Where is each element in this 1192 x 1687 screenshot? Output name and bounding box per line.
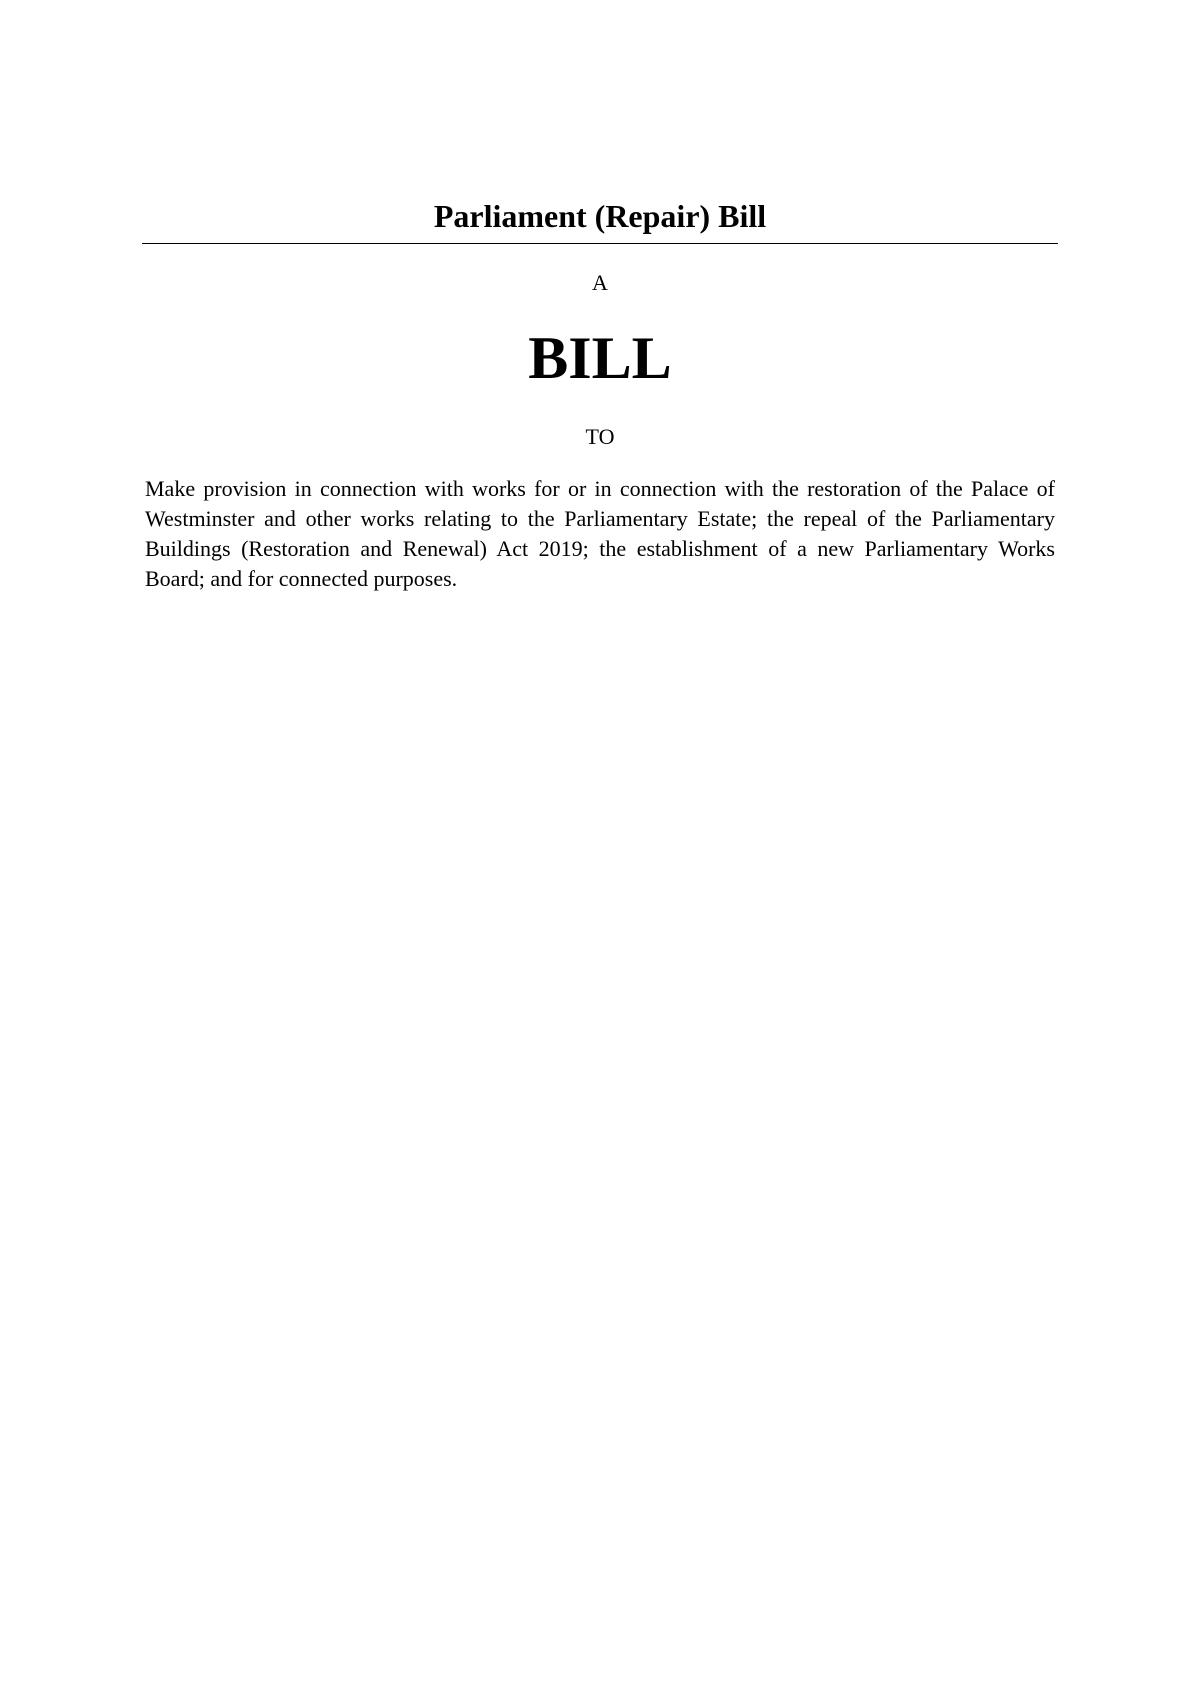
to-word: TO — [585, 424, 615, 449]
long-title: Make provision in connection with works for or in connection with the restoration of the Palace of Westminster and other works relating to the Parliamentary Estate; the repeal of the Parliamentary Buildings (Restoration and Renewal) Act 2019; the establishment of a new Parliamentary Works Board; and for connected purposes. — [145, 476, 1055, 591]
article-word: A — [592, 270, 608, 295]
bill-heading: BILL — [528, 325, 672, 391]
short-title: Parliament (Repair) Bill — [433, 198, 767, 234]
title-rule — [142, 243, 1058, 244]
